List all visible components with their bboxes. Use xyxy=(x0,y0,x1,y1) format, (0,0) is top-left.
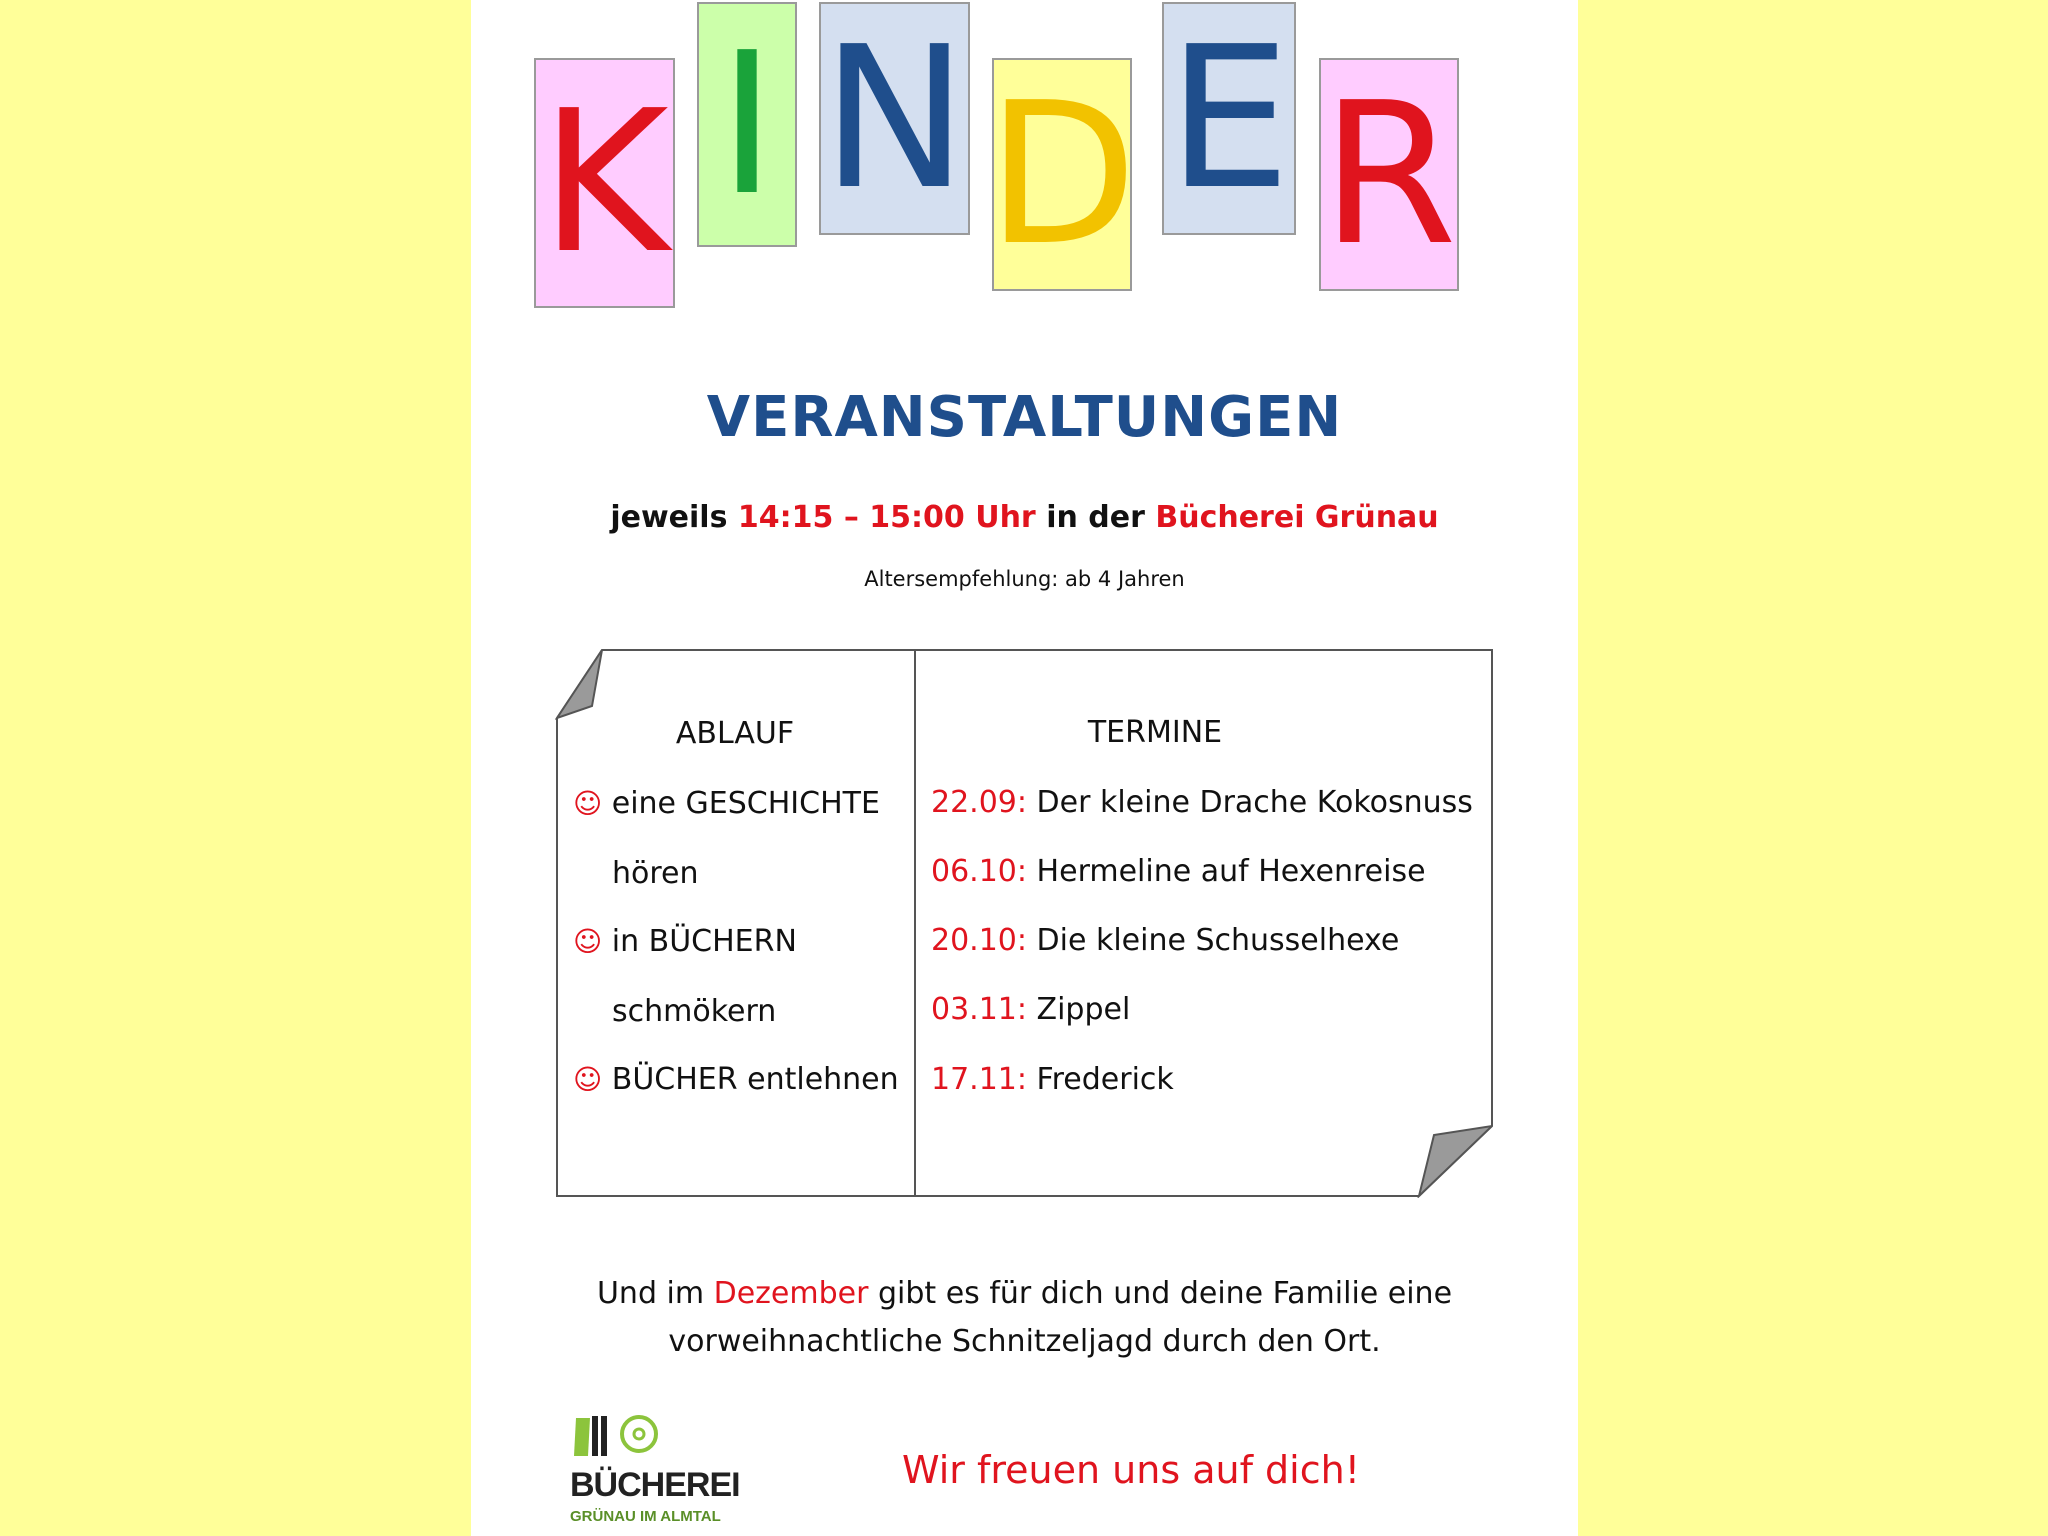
ablauf-item: ☺ in BÜCHERN xyxy=(573,924,797,959)
december-month: Dezember xyxy=(713,1276,869,1311)
logo-subtitle: GRÜNAU IM ALMTAL xyxy=(570,1508,721,1525)
ablauf-item: ☺ eine GESCHICHTE xyxy=(573,786,880,821)
december-text xyxy=(471,1270,1578,1366)
place: Bücherei Grünau xyxy=(1155,500,1439,535)
time-pre: jeweils xyxy=(610,500,728,535)
title-letter-d: D xyxy=(992,58,1132,291)
ablauf-item: ☺ BÜCHER entlehnen xyxy=(573,1062,899,1097)
library-logo xyxy=(570,1410,740,1530)
age-recommendation: Altersempfehlung: ab 4 Jahren xyxy=(864,567,1185,591)
title-letter-e: E xyxy=(1162,2,1296,235)
december-line-2: vorweihnachtliche Schnitzeljagd durch den Ort. xyxy=(668,1324,1381,1359)
termine-heading: TERMINE xyxy=(1087,715,1223,750)
ablauf-heading: ABLAUF xyxy=(675,716,795,751)
ablauf-item-cont: hören xyxy=(612,856,699,891)
smiley-icon: ☺ xyxy=(573,787,603,820)
time-line xyxy=(471,500,1578,535)
title-letter-n: N xyxy=(819,2,970,235)
subtitle: VERANSTALTUNGEN xyxy=(706,385,1343,450)
termine-item: 17.11: Frederick xyxy=(931,1062,1174,1097)
december-line-1: Und im Dezember gibt es für dich und deine Familie eine xyxy=(596,1276,1453,1311)
closing-text: Wir freuen uns auf dich! xyxy=(902,1448,1360,1492)
schedule-paper xyxy=(555,648,1493,1198)
ablauf-item-cont: schmökern xyxy=(612,994,777,1029)
termine-item: 20.10: Die kleine Schusselhexe xyxy=(931,923,1400,958)
termine-item: 03.11: Zippel xyxy=(931,992,1131,1027)
title-letter-i: I xyxy=(697,2,797,247)
title-letter-r: R xyxy=(1319,58,1459,291)
termine-item: 06.10: Hermeline auf Hexenreise xyxy=(931,854,1426,889)
logo-name: BÜCHEREI xyxy=(570,1466,740,1504)
termine-item: 22.09: Der kleine Drache Kokosnuss xyxy=(931,785,1473,820)
time-range: 14:15 – 15:00 Uhr xyxy=(737,500,1036,535)
smiley-icon: ☺ xyxy=(573,1063,603,1096)
time-mid: in der xyxy=(1046,500,1145,535)
title-letter-k: K xyxy=(534,58,675,308)
books-cd-icon xyxy=(572,1410,662,1460)
smiley-icon: ☺ xyxy=(573,925,603,958)
